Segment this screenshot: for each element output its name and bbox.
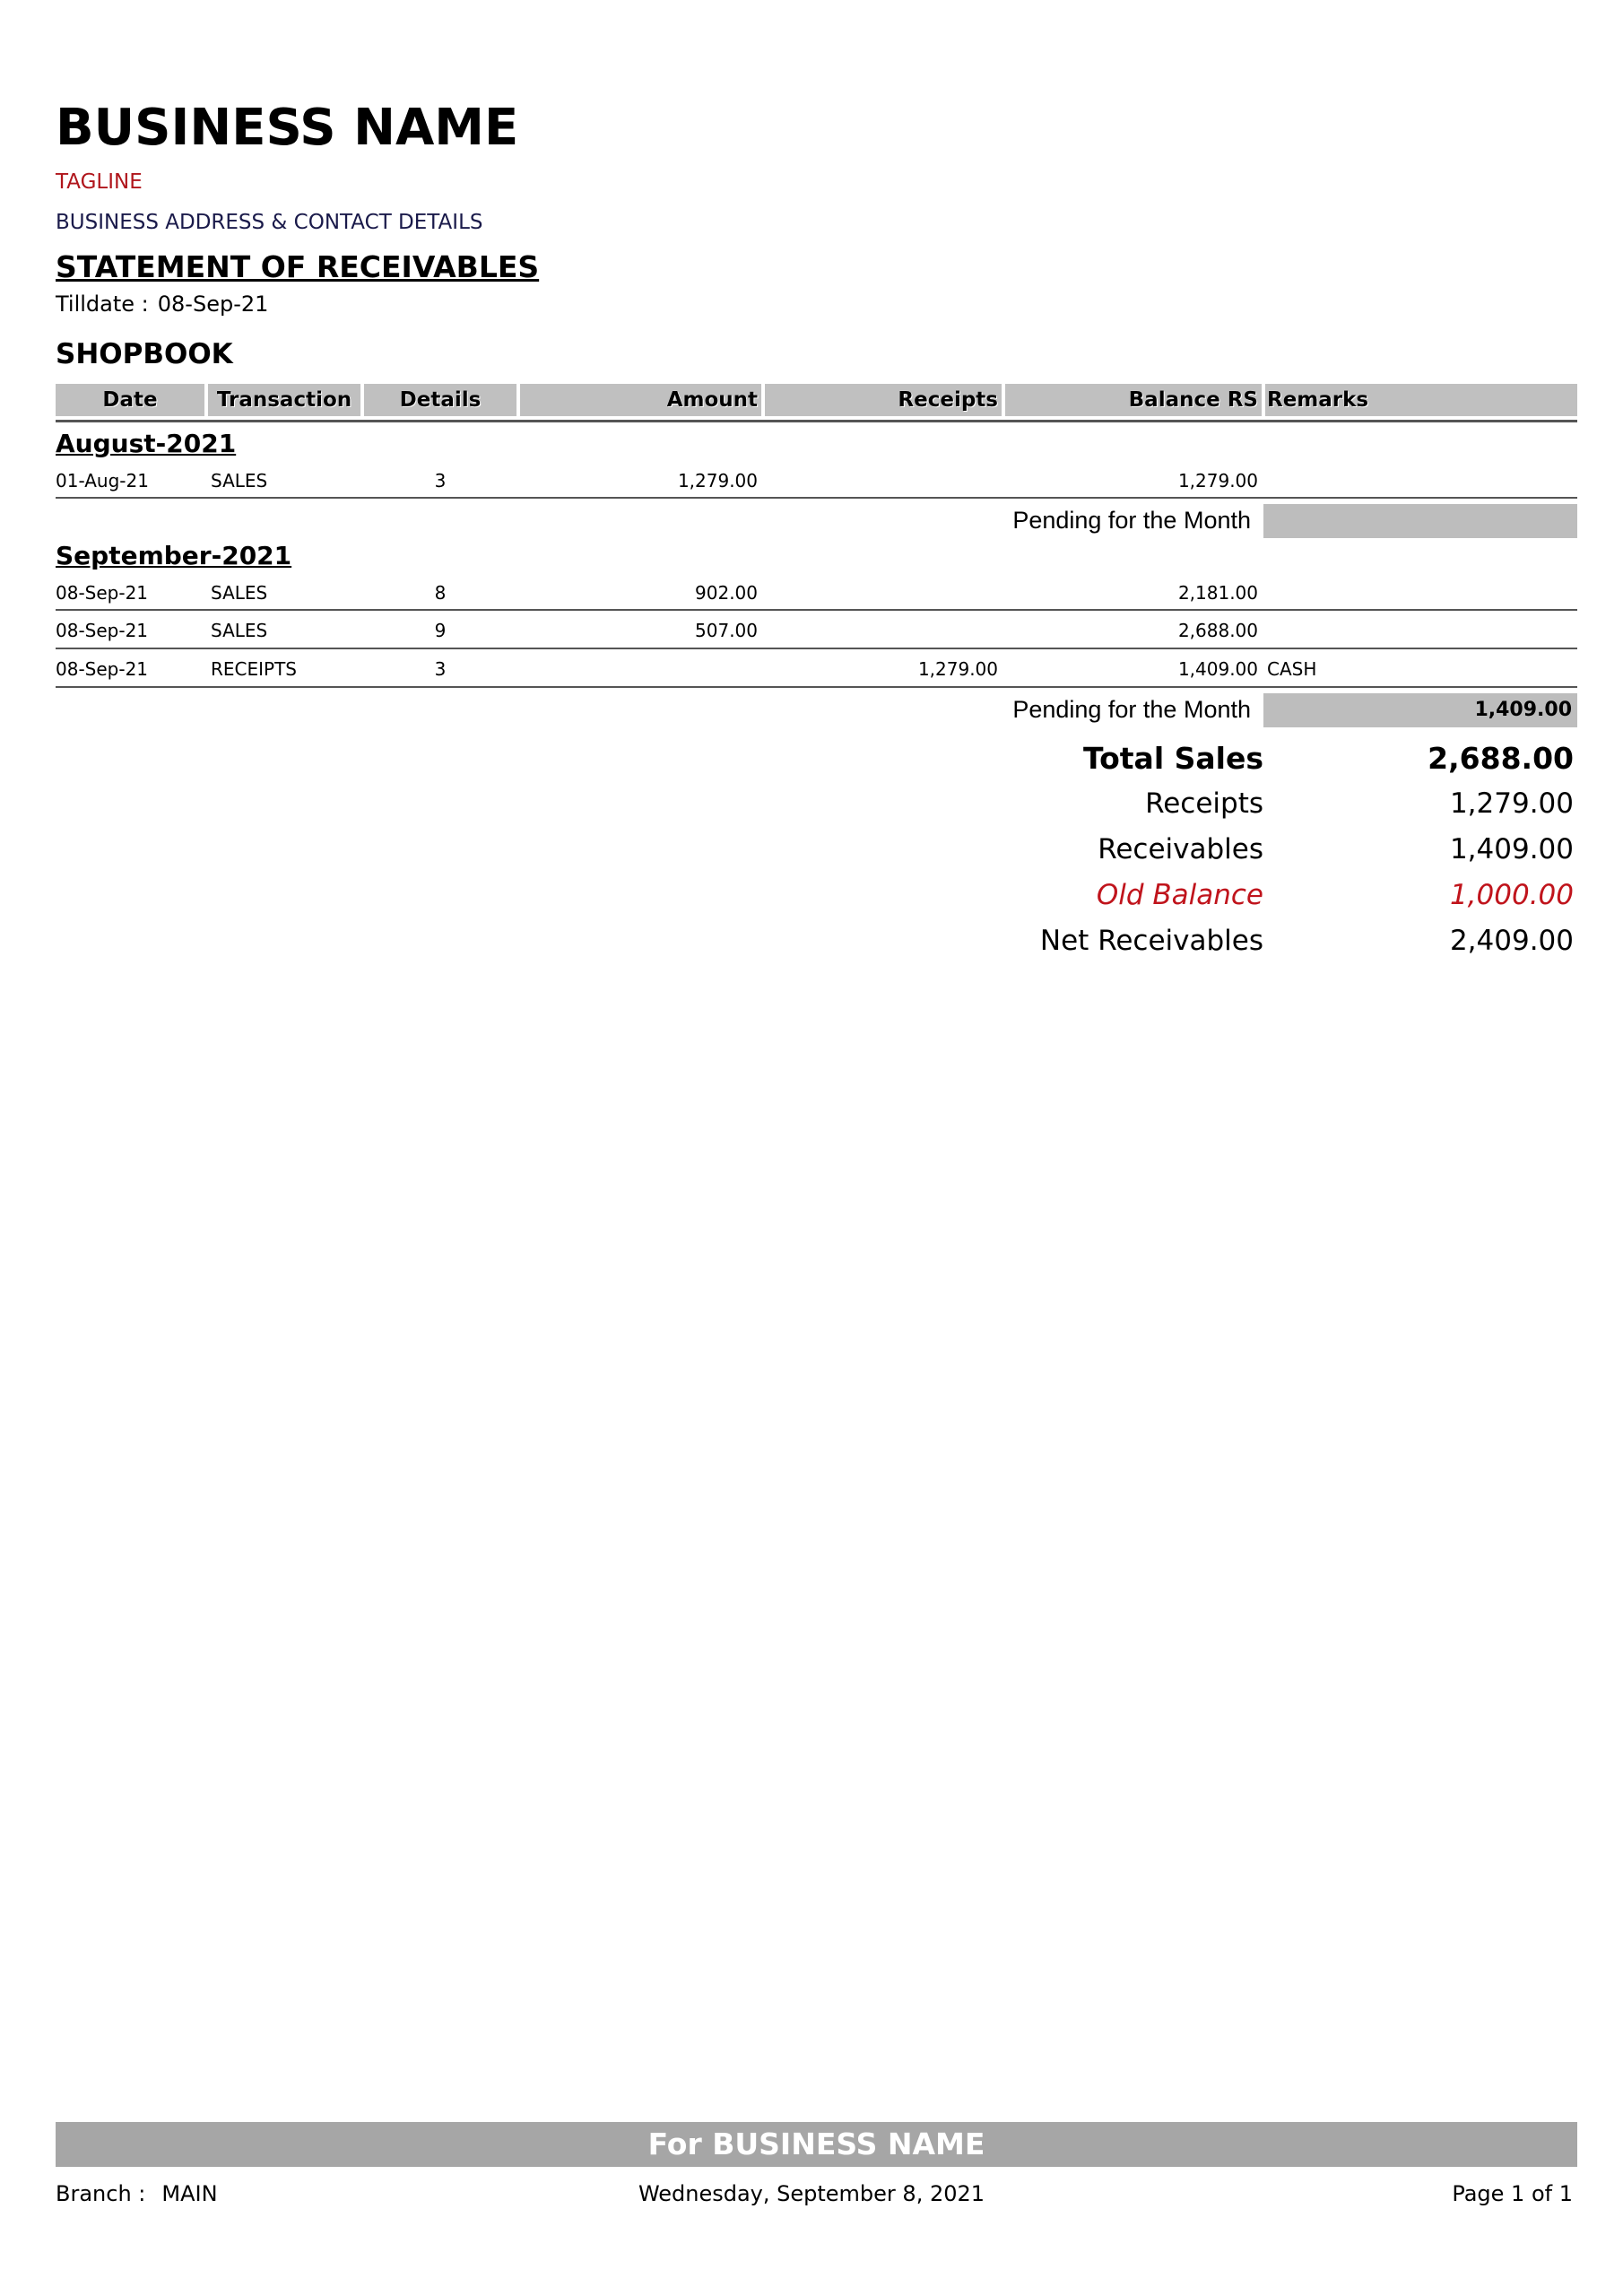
pending-value-september: 1,409.00 <box>1263 693 1577 727</box>
cell-balance: 2,688.00 <box>1177 620 1258 641</box>
cell-balance: 1,409.00 <box>1177 658 1258 680</box>
column-header-amount: Amount <box>520 384 761 416</box>
column-header-transaction: Transaction <box>208 384 360 416</box>
column-header-date: Date <box>56 384 204 416</box>
cell-amount: 1,279.00 <box>677 470 758 491</box>
tilldate <box>56 291 268 317</box>
cell-transaction: SALES <box>211 620 268 641</box>
column-header-remarks: Remarks <box>1265 384 1577 416</box>
column-header-details: Details <box>364 384 516 416</box>
tilldate-value: 08-Sep-21 <box>157 291 269 317</box>
cell-remarks: CASH <box>1267 658 1317 680</box>
cell-details: 3 <box>434 470 447 491</box>
branch-value: MAIN <box>161 2181 218 2206</box>
tagline: TAGLINE <box>56 170 143 194</box>
table-row <box>56 617 1577 644</box>
row-divider <box>56 609 1577 611</box>
cell-transaction: SALES <box>211 582 268 604</box>
summary-label-receivables: Receivables <box>1098 833 1263 865</box>
pending-value-august <box>1263 504 1577 538</box>
table-header <box>56 384 1577 416</box>
tilldate-label: Tilldate : <box>56 291 149 317</box>
table-row <box>56 656 1577 683</box>
row-divider <box>56 686 1577 688</box>
summary-label-receipts: Receipts <box>1145 787 1263 820</box>
business-address: BUSINESS ADDRESS & CONTACT DETAILS <box>56 211 483 234</box>
cell-details: 3 <box>434 658 447 680</box>
cell-transaction: RECEIPTS <box>211 658 298 680</box>
summary-label-total-sales: Total Sales <box>1082 741 1263 776</box>
summary-value-receipts: 1,279.00 <box>1449 787 1574 820</box>
cell-details: 8 <box>434 582 447 604</box>
row-divider <box>56 497 1577 499</box>
table-row <box>56 579 1577 606</box>
summary-value-total-sales: 2,688.00 <box>1428 741 1574 776</box>
cell-amount: 507.00 <box>695 620 758 641</box>
pending-label-august: Pending for the Month <box>1012 507 1251 534</box>
table-row <box>56 467 1577 494</box>
cell-receipts: 1,279.00 <box>917 658 998 680</box>
summary-value-old-balance: 1,000.00 <box>1449 879 1574 911</box>
cell-balance: 2,181.00 <box>1177 582 1258 604</box>
month-heading-august: August-2021 <box>56 429 237 458</box>
column-header-receipts: Receipts <box>765 384 1002 416</box>
summary-value-receivables: 1,409.00 <box>1449 833 1574 865</box>
summary-label-net-receivables: Net Receivables <box>1039 925 1263 957</box>
branch-label: Branch : <box>56 2181 146 2206</box>
book-name: SHOPBOOK <box>56 338 233 370</box>
cell-date: 01-Aug-21 <box>56 470 149 491</box>
cell-date: 08-Sep-21 <box>56 620 149 641</box>
cell-date: 08-Sep-21 <box>56 658 149 680</box>
header-divider <box>56 420 1577 422</box>
row-divider <box>56 648 1577 649</box>
summary-value-net-receivables: 2,409.00 <box>1449 925 1574 957</box>
page-number: Page 1 of 1 <box>1452 2181 1573 2206</box>
cell-transaction: SALES <box>211 470 268 491</box>
cell-date: 08-Sep-21 <box>56 582 149 604</box>
statement-title: STATEMENT OF RECEIVABLES <box>56 249 540 284</box>
pending-label-september: Pending for the Month <box>1012 696 1251 723</box>
cell-balance: 1,279.00 <box>1177 470 1258 491</box>
cell-amount: 902.00 <box>695 582 758 604</box>
business-name: BUSINESS NAME <box>56 99 519 157</box>
column-header-balance: Balance RS <box>1005 384 1262 416</box>
cell-details: 9 <box>434 620 447 641</box>
footer-date: Wednesday, September 8, 2021 <box>638 2181 985 2206</box>
summary-label-old-balance: Old Balance <box>1096 879 1263 911</box>
month-heading-september: September-2021 <box>56 541 292 570</box>
footer-signature-bar: For BUSINESS NAME <box>56 2122 1577 2167</box>
